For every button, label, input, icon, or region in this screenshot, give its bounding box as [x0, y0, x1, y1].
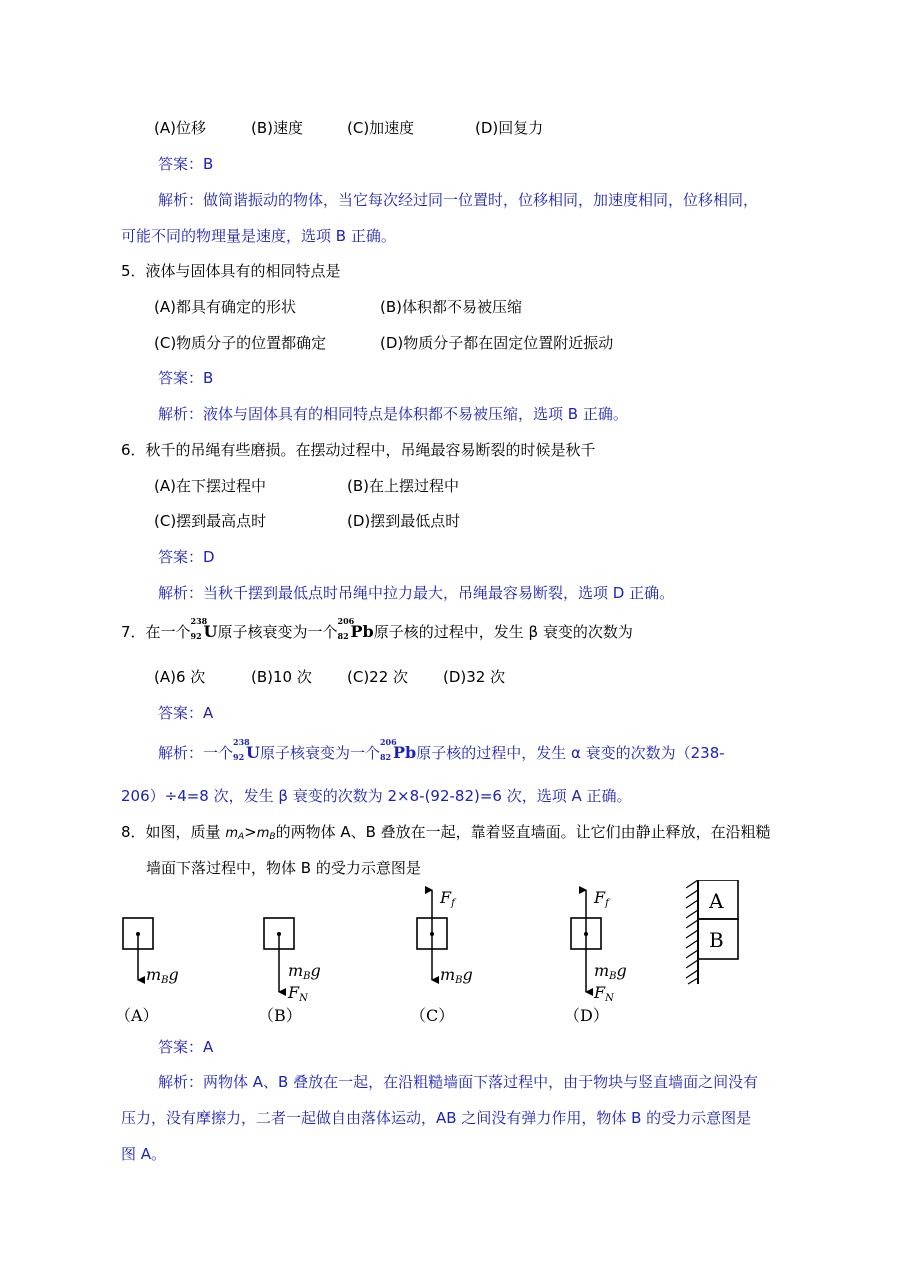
wall-hatching [686, 880, 698, 984]
mass-b-symbol: m [256, 826, 270, 841]
q5-option-a: (A)都具有确定的形状 [154, 298, 296, 316]
q8-analysis-line1: 解析：两物体 A、B 叠放在一起，在沿粗糙墙面下落过程中，由于物块与竖直墙面之间没有 [158, 1073, 759, 1091]
q6-option-b: (B)在上摆过程中 [347, 477, 459, 495]
diagram-a [115, 918, 179, 1025]
normal-force-label: FN [594, 983, 614, 1004]
q7-stem-mid: 原子核衰变为一个 [217, 623, 338, 641]
q8-stem-line2: 墙面下落过程中，物体 B 的受力示意图是 [146, 859, 421, 877]
q7-analysis-mid: 原子核衰变为一个 [259, 744, 380, 762]
q6-stem: 6．秋千的吊绳有些磨损。在摆动过程中，吊绳最容易断裂的时候是秋千 [121, 441, 596, 459]
lead-nuclide-analysis [379, 737, 417, 763]
mass-b-subscript: B [269, 832, 276, 842]
q4-option-d: (D)回复力 [475, 119, 544, 137]
q5-stem: 5．液体与固体具有的相同特点是 [121, 262, 341, 280]
q7-option-a: (A)6 次 [154, 668, 206, 686]
gravity-label: mBg [594, 961, 627, 982]
uranium-symbol: U [203, 622, 218, 641]
label-d: （D） [564, 1006, 609, 1025]
lead-atomic-number: 82 [379, 752, 392, 762]
q6-option-d: (D)摆到最低点时 [347, 512, 461, 530]
q4-answer: 答案：B [158, 155, 214, 173]
q7-option-d: (D)32 次 [443, 668, 506, 686]
q7-analysis-post: 原子核的过程中，发生 α 衰变的次数为（238- [416, 744, 725, 762]
q7-analysis-line2: 206）÷4=8 次，发生 β 衰变的次数为 2×8-(92-82)=6 次，选项 A 正确。 [121, 787, 632, 805]
q4-analysis-line2: 可能不同的物理量是速度，选项 B 正确。 [121, 227, 396, 245]
mass-a-subscript: A [237, 832, 245, 842]
q5-option-d: (D)物质分子都在固定位置附近振动 [380, 334, 614, 352]
diagram-b [258, 918, 321, 1025]
q7-stem-post: 原子核的过程中，发生 β 衰变的次数为 [373, 623, 633, 641]
q6-answer: 答案：D [158, 548, 215, 566]
block-a-label: A [709, 889, 724, 913]
q4-option-c: (C)加速度 [347, 119, 415, 137]
greater-than-sign: > [244, 823, 257, 841]
q8-answer: 答案：A [158, 1038, 214, 1056]
q7-option-b: (B)10 次 [251, 668, 312, 686]
gravity-label: mBg [146, 965, 179, 986]
q4-option-b: (B)速度 [251, 119, 303, 137]
q8-analysis-line3: 图 A。 [121, 1145, 167, 1163]
q4-analysis-line1: 解析：做简谐振动的物体，当它每次经过同一位置时，位移相同，加速度相同，位移相同， [158, 191, 759, 209]
label-a: （A） [115, 1006, 159, 1025]
wall-diagram [686, 880, 738, 984]
q6-option-c: (C)摆到最高点时 [154, 512, 267, 530]
q5-answer: 答案：B [158, 369, 214, 387]
uranium-mass-number: 238 [233, 737, 250, 747]
q7-stem-pre: 7．在一个 [121, 623, 191, 641]
lead-symbol: Pb [392, 743, 417, 762]
lead-atomic-number: 82 [337, 631, 349, 641]
gravity-label: mBg [288, 961, 321, 982]
diagram-d [564, 888, 627, 1025]
q7-analysis-line1 [158, 737, 725, 763]
label-b: （B） [258, 1006, 302, 1025]
friction-label: Ff [594, 888, 609, 909]
friction-label: Ff [440, 888, 455, 909]
q6-option-a: (A)在下摆过程中 [154, 477, 266, 495]
block-b-label: B [709, 928, 724, 952]
uranium-nuclide [190, 616, 218, 642]
q8-stem-post: 的两物体 A、B 叠放在一起，靠着竖直墙面。让它们由静止释放，在沿粗糙 [275, 823, 771, 841]
q7-option-c: (C)22 次 [347, 668, 409, 686]
uranium-nuclide-analysis [233, 737, 260, 763]
gravity-label: mBg [440, 965, 473, 986]
lead-nuclide [337, 616, 374, 642]
q7-stem [121, 616, 633, 642]
q7-answer: 答案：A [158, 704, 214, 722]
q5-option-b: (B)体积都不易被压缩 [380, 298, 522, 316]
q5-analysis: 解析：液体与固体具有的相同特点是体积都不易被压缩，选项 B 正确。 [158, 405, 628, 423]
q4-option-a: (A)位移 [154, 119, 206, 137]
force-diagrams-figure [0, 880, 910, 1040]
q6-analysis: 解析：当秋千摆到最低点时吊绳中拉力最大，吊绳最容易断裂，选项 D 正确。 [158, 584, 675, 602]
q7-analysis-pre: 解析：一个 [158, 744, 234, 762]
uranium-atomic-number: 92 [233, 752, 245, 762]
diagram-c [410, 888, 473, 1025]
uranium-symbol: U [246, 743, 260, 762]
lead-symbol: Pb [350, 622, 374, 641]
lead-mass-number: 206 [379, 737, 397, 747]
mass-a-symbol: m [225, 826, 238, 841]
label-c: （C） [410, 1006, 455, 1025]
q8-analysis-line2: 压力，没有摩擦力，二者一起做自由落体运动，AB 之间没有弹力作用，物体 B 的受力示意图是 [121, 1109, 752, 1127]
q8-stem-line1 [121, 822, 771, 847]
q8-stem-pre: 8．如图，质量 [121, 823, 226, 841]
lead-mass-number: 206 [337, 616, 355, 626]
uranium-mass-number: 238 [190, 616, 208, 626]
q5-option-c: (C)物质分子的位置都确定 [154, 334, 327, 352]
uranium-atomic-number: 92 [190, 631, 202, 641]
normal-force-label: FN [288, 983, 308, 1004]
